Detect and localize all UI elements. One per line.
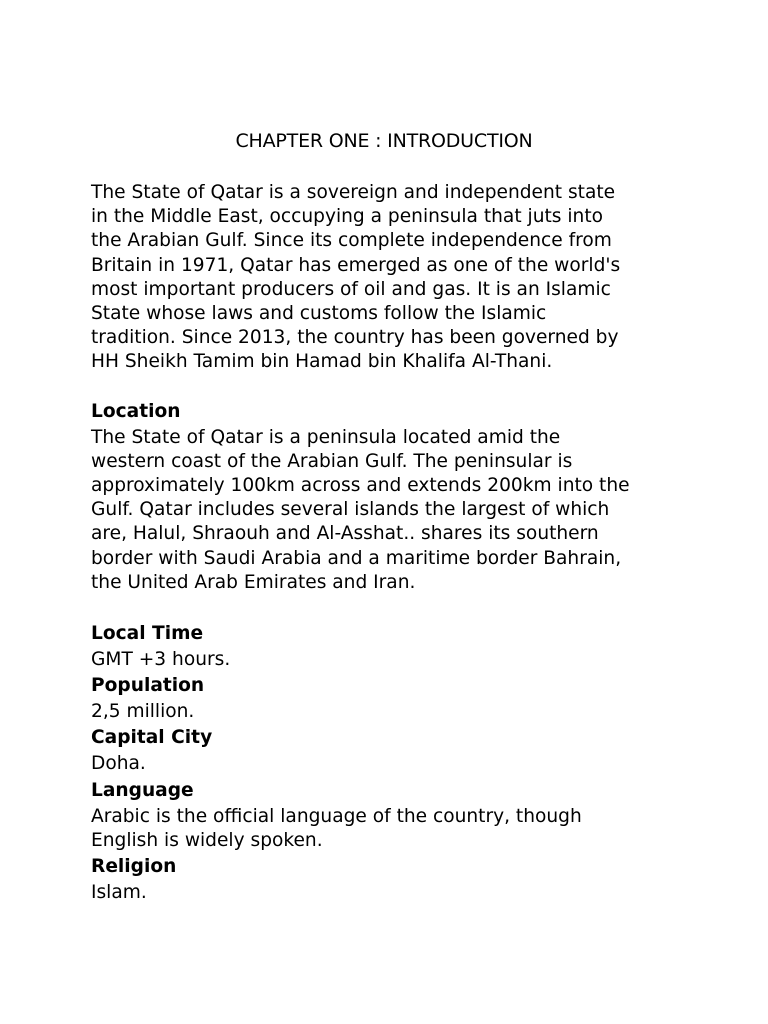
capital-city-heading: Capital City [91, 727, 213, 749]
location-line: Gulf. Qatar includes several islands the largest of which [91, 499, 610, 521]
location-heading: Location [91, 400, 181, 422]
local-time-value: GMT +3 hours. [91, 649, 231, 671]
language-heading: Language [91, 779, 194, 801]
language-line: English is widely spoken. [91, 829, 323, 851]
intro-paragraph [91, 181, 691, 375]
local-time-heading: Local Time [91, 623, 204, 645]
religion-heading: Religion [91, 856, 177, 878]
intro-line: State whose laws and customs follow the Islamic [91, 303, 547, 325]
page-title: CHAPTER ONE : INTRODUCTION [235, 130, 533, 152]
intro-line: The State of Qatar is a sovereign and independent state [91, 182, 616, 203]
religion-value: Islam. [91, 882, 147, 904]
intro-line: most important producers of oil and gas. It is an Islamic [91, 278, 611, 300]
facts-section [91, 622, 691, 905]
capital-city-value: Doha. [91, 753, 146, 775]
population-value: 2,5 million. [91, 701, 195, 723]
location-line: The State of Qatar is a peninsula located amid the [91, 426, 561, 448]
document-body [91, 181, 691, 907]
intro-line: Britain in 1971, Qatar has emerged as one of the world's [91, 254, 621, 276]
population-heading: Population [91, 675, 205, 697]
location-line: approximately 100km across and extends 200km into the [91, 475, 630, 497]
language-line: Arabic is the official language of the country, though [91, 805, 582, 827]
intro-line: tradition. Since 2013, the country has been governed by [91, 327, 619, 349]
intro-line: HH Sheikh Tamim bin Hamad bin Khalifa Al-Thani. [91, 351, 553, 373]
location-line: western coast of the Arabian Gulf. The peninsular is [91, 450, 573, 472]
location-line: border with Saudi Arabia and a maritime border Bahrain, [91, 547, 622, 569]
location-paragraph [91, 426, 691, 595]
intro-line: in the Middle East, occupying a peninsula that juts into [91, 206, 603, 228]
intro-line: the Arabian Gulf. Since its complete independence from [91, 230, 612, 252]
location-line: are, Halul, Shraouh and Al-Asshat.. shares its southern [91, 523, 599, 545]
location-line: the United Arab Emirates and Iran. [91, 571, 416, 593]
language-value [91, 805, 691, 853]
